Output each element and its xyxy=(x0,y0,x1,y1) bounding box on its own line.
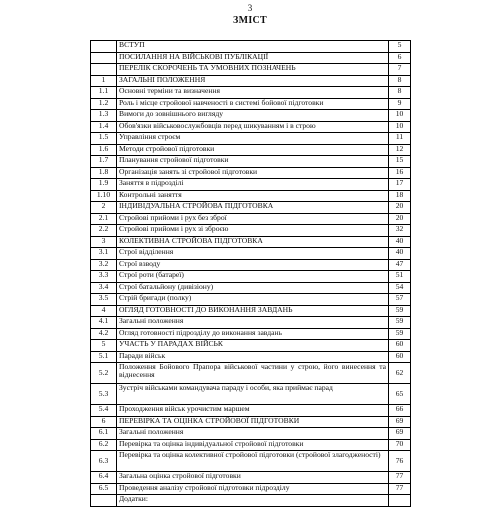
toc-section-title: Строї батальйону (дивізіону) xyxy=(117,282,389,294)
toc-row xyxy=(91,225,411,237)
toc-row xyxy=(91,317,411,329)
toc-section-title: Контрольні заняття xyxy=(117,190,389,202)
toc-page-number: 9 xyxy=(389,98,411,110)
toc-section-title: Стройові прийоми і рух зі зброєю xyxy=(117,225,389,237)
toc-section-number: 1.10 xyxy=(91,190,117,202)
toc-section-number xyxy=(91,52,117,64)
toc-section-number: 2.1 xyxy=(91,213,117,225)
toc-section-number: 5.2 xyxy=(91,363,117,384)
toc-section-number: 2 xyxy=(91,202,117,214)
toc-section-title: ОГЛЯД ГОТОВНОСТІ ДО ВИКОНАННЯ ЗАВДАНЬ xyxy=(117,305,389,317)
toc-page-number: 66 xyxy=(389,405,411,417)
toc-section-title: Строї відділення xyxy=(117,248,389,260)
toc-page-number: 12 xyxy=(389,144,411,156)
toc-section-title: Стрій бригади (полку) xyxy=(117,294,389,306)
toc-row xyxy=(91,121,411,133)
toc-section-title: Паради військ xyxy=(117,351,389,363)
toc-row xyxy=(91,305,411,317)
toc-row xyxy=(91,340,411,352)
toc-row xyxy=(91,190,411,202)
toc-page-number: 7 xyxy=(389,64,411,76)
toc-section-number: 1.2 xyxy=(91,98,117,110)
toc-section-title: КОЛЕКТИВНА СТРОЙОВА ПІДГОТОВКА xyxy=(117,236,389,248)
toc-section-title: Додатки: xyxy=(117,495,389,507)
toc-page-number: 6 xyxy=(389,52,411,64)
toc-section-number: 6.4 xyxy=(91,472,117,484)
toc-row xyxy=(91,328,411,340)
toc-row xyxy=(91,41,411,53)
toc-section-title: Заняття в підрозділі xyxy=(117,179,389,191)
toc-row xyxy=(91,98,411,110)
toc-row xyxy=(91,495,411,507)
toc-section-number: 4.1 xyxy=(91,317,117,329)
toc-page-number xyxy=(389,495,411,507)
toc-row xyxy=(91,271,411,283)
toc-section-number: 1.5 xyxy=(91,133,117,145)
toc-page-number: 5 xyxy=(389,41,411,53)
toc-page-number: 8 xyxy=(389,87,411,99)
toc-page-number: 57 xyxy=(389,294,411,306)
toc-section-number: 5.1 xyxy=(91,351,117,363)
toc-page-number: 47 xyxy=(389,259,411,271)
toc-section-title: Загальні положення xyxy=(117,317,389,329)
toc-page-number: 59 xyxy=(389,305,411,317)
toc-section-number: 3.3 xyxy=(91,271,117,283)
toc-row xyxy=(91,248,411,260)
toc-page-number: 18 xyxy=(389,190,411,202)
toc-page-number: 65 xyxy=(389,384,411,405)
toc-section-title: Строї взводу xyxy=(117,259,389,271)
toc-section-number: 3.5 xyxy=(91,294,117,306)
toc-section-number: 1.6 xyxy=(91,144,117,156)
toc-section-number: 5.4 xyxy=(91,405,117,417)
toc-section-number: 3 xyxy=(91,236,117,248)
toc-section-number: 4.2 xyxy=(91,328,117,340)
toc-page-number: 20 xyxy=(389,213,411,225)
toc-section-title: Вимоги до зовнішнього вигляду xyxy=(117,110,389,122)
toc-section-number: 6.5 xyxy=(91,483,117,495)
toc-section-title: Положення Бойового Прапора військової частини у строю, його винесення та віднесення xyxy=(117,363,389,384)
toc-section-number: 1 xyxy=(91,75,117,87)
toc-section-number: 5.3 xyxy=(91,384,117,405)
toc-row xyxy=(91,483,411,495)
toc-page-number: 32 xyxy=(389,225,411,237)
toc-section-number: 4 xyxy=(91,305,117,317)
toc-page-number: 69 xyxy=(389,416,411,428)
toc-section-number: 1.3 xyxy=(91,110,117,122)
toc-section-number: 6 xyxy=(91,416,117,428)
toc-section-number: 6.1 xyxy=(91,428,117,440)
toc-section-title: ПЕРЕЛІК СКОРОЧЕНЬ ТА УМОВНИХ ПОЗНАЧЕНЬ xyxy=(117,64,389,76)
toc-page-number: 10 xyxy=(389,121,411,133)
toc-row xyxy=(91,213,411,225)
toc-section-title: Роль і місце стройової навченості в системі бойової підготовки xyxy=(117,98,389,110)
toc-section-title: Строї роти (батареї) xyxy=(117,271,389,283)
toc-section-title: Зустріч військами командувача параду і особи, яка приймає парад xyxy=(117,384,389,405)
toc-section-number xyxy=(91,495,117,507)
toc-section-title: Перевірка та оцінка колективної стройової підготовки (стройової злагодженості) xyxy=(117,451,389,472)
toc-page-number: 51 xyxy=(389,271,411,283)
toc-section-title: ПОСИЛАННЯ НА ВІЙСЬКОВІ ПУБЛІКАЦІЇ xyxy=(117,52,389,64)
toc-row xyxy=(91,75,411,87)
toc-page-number: 17 xyxy=(389,179,411,191)
toc-section-title: УЧАСТЬ У ПАРАДАХ ВІЙСЬК xyxy=(117,340,389,352)
toc-page-number: 77 xyxy=(389,483,411,495)
toc-body xyxy=(91,41,411,507)
toc-section-title: Основні терміни та визначення xyxy=(117,87,389,99)
toc-row xyxy=(91,451,411,472)
toc-page-number: 77 xyxy=(389,472,411,484)
toc-section-title: Стройові прийоми і рух без зброї xyxy=(117,213,389,225)
toc-section-title: ЗАГАЛЬНІ ПОЛОЖЕННЯ xyxy=(117,75,389,87)
toc-section-number: 6.2 xyxy=(91,439,117,451)
toc-section-number: 2.2 xyxy=(91,225,117,237)
page-number: 3 xyxy=(247,3,253,13)
toc-page-number: 40 xyxy=(389,248,411,260)
toc-section-title: ІНДИВІДУАЛЬНА СТРОЙОВА ПІДГОТОВКА xyxy=(117,202,389,214)
toc-section-number: 6.3 xyxy=(91,451,117,472)
toc-page-number: 16 xyxy=(389,167,411,179)
toc-row xyxy=(91,351,411,363)
toc-section-title: Методи стройової підготовки xyxy=(117,144,389,156)
toc-section-number: 1.8 xyxy=(91,167,117,179)
toc-page-number: 10 xyxy=(389,110,411,122)
toc-page-number: 54 xyxy=(389,282,411,294)
toc-page-number: 8 xyxy=(389,75,411,87)
toc-section-number: 5 xyxy=(91,340,117,352)
toc-section-title: Обов'язки військовослужбовців перед шикуванням і в строю xyxy=(117,121,389,133)
toc-page-number: 11 xyxy=(389,133,411,145)
toc-row xyxy=(91,428,411,440)
toc-section-title: Проходження військ урочистим маршем xyxy=(117,405,389,417)
toc-page-number: 76 xyxy=(389,451,411,472)
toc-row xyxy=(91,236,411,248)
toc-section-title: Перевірка та оцінка індивідуальної стройової підготовки xyxy=(117,439,389,451)
toc-row xyxy=(91,294,411,306)
toc-section-title: ПЕРЕВІРКА ТА ОЦІНКА СТРОЙОВОЇ ПІДГОТОВКИ xyxy=(117,416,389,428)
toc-section-number: 1.7 xyxy=(91,156,117,168)
toc-row xyxy=(91,156,411,168)
toc-row xyxy=(91,64,411,76)
toc-row xyxy=(91,282,411,294)
toc-section-number: 1.1 xyxy=(91,87,117,99)
toc-section-number: 3.2 xyxy=(91,259,117,271)
toc-row xyxy=(91,363,411,384)
toc-page-number: 40 xyxy=(389,236,411,248)
toc-page-number: 70 xyxy=(389,439,411,451)
toc-page-number: 59 xyxy=(389,328,411,340)
toc-section-title: Організація занять зі стройової підготовки xyxy=(117,167,389,179)
toc-page-number: 60 xyxy=(389,351,411,363)
toc-row xyxy=(91,52,411,64)
toc-page-number: 62 xyxy=(389,363,411,384)
toc-row xyxy=(91,167,411,179)
toc-row xyxy=(91,110,411,122)
toc-row xyxy=(91,87,411,99)
toc-row xyxy=(91,133,411,145)
toc-section-title: Планування стройової підготовки xyxy=(117,156,389,168)
toc-section-title: Огляд готовності підрозділу до виконання завдань xyxy=(117,328,389,340)
toc-section-number: 3.4 xyxy=(91,282,117,294)
toc-page-number: 69 xyxy=(389,428,411,440)
toc-section-number xyxy=(91,64,117,76)
table-of-contents xyxy=(90,40,411,507)
toc-page-number: 60 xyxy=(389,340,411,352)
toc-row xyxy=(91,259,411,271)
toc-row xyxy=(91,416,411,428)
toc-section-number: 1.9 xyxy=(91,179,117,191)
toc-section-number: 1.4 xyxy=(91,121,117,133)
toc-row xyxy=(91,439,411,451)
toc-section-title: ВСТУП xyxy=(117,41,389,53)
toc-section-title: Загальна оцінка стройової підготовки xyxy=(117,472,389,484)
page-title: ЗМІСТ xyxy=(233,15,267,26)
toc-section-number xyxy=(91,41,117,53)
toc-page-number: 59 xyxy=(389,317,411,329)
toc-row xyxy=(91,384,411,405)
toc-row xyxy=(91,472,411,484)
toc-row xyxy=(91,405,411,417)
toc-section-number: 3.1 xyxy=(91,248,117,260)
toc-page-number: 15 xyxy=(389,156,411,168)
toc-section-title: Проведення аналізу стройової підготовки підрозділу xyxy=(117,483,389,495)
toc-row xyxy=(91,179,411,191)
toc-row xyxy=(91,144,411,156)
toc-row xyxy=(91,202,411,214)
toc-section-title: Управління строєм xyxy=(117,133,389,145)
toc-page-number: 20 xyxy=(389,202,411,214)
toc-section-title: Загальні положення xyxy=(117,428,389,440)
